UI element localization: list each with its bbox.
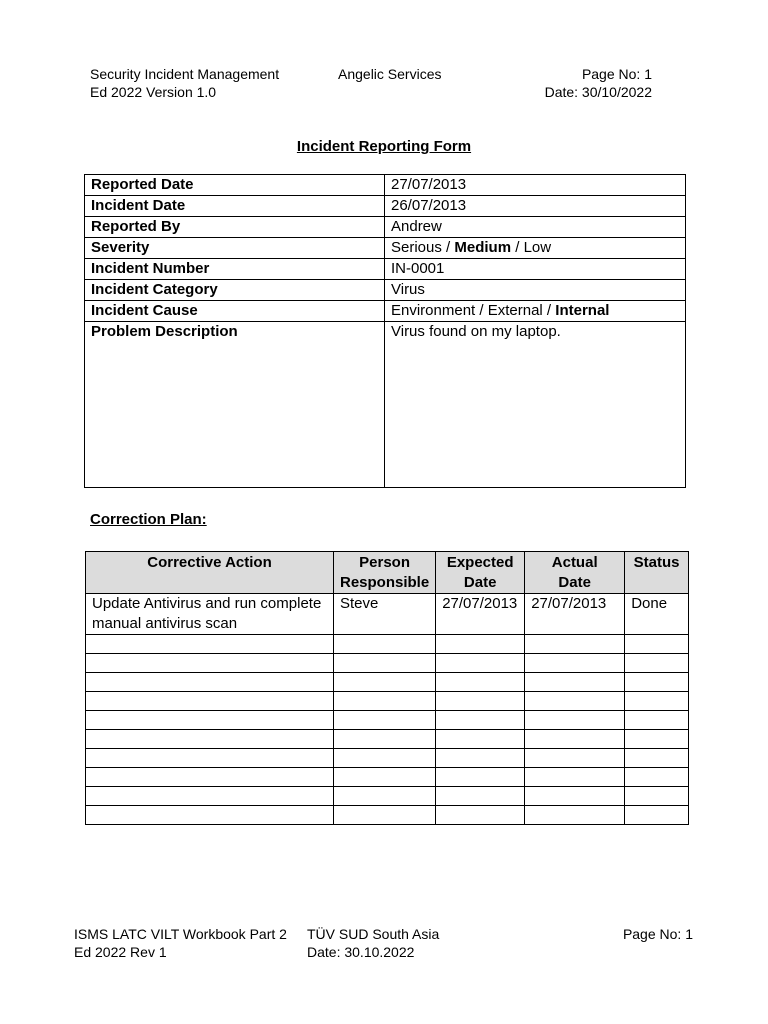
table-row	[86, 654, 689, 673]
table-row	[86, 692, 689, 711]
empty-cell	[86, 806, 334, 825]
empty-cell	[625, 654, 689, 673]
empty-cell	[625, 692, 689, 711]
header-left	[90, 65, 279, 101]
col-header-person-line1: Person	[359, 554, 411, 571]
empty-cell	[334, 635, 436, 654]
empty-cell	[86, 692, 334, 711]
reported-date-label: Reported Date	[85, 175, 385, 196]
form-title: Incident Reporting Form	[296, 138, 472, 155]
empty-cell	[525, 787, 625, 806]
incident-details-table	[84, 174, 686, 488]
empty-cell	[436, 692, 525, 711]
col-header-actual-line2: Date	[558, 574, 591, 591]
empty-cell	[86, 711, 334, 730]
col-header-actual-date	[525, 552, 625, 594]
details-row	[85, 217, 686, 238]
correction-plan-heading: Correction Plan:	[90, 511, 207, 528]
empty-cell	[436, 806, 525, 825]
problem-description-value: Virus found on my laptop.	[385, 322, 686, 488]
empty-cell	[625, 673, 689, 692]
header-right	[545, 65, 652, 101]
details-row	[85, 175, 686, 196]
table-row	[86, 594, 689, 635]
empty-cell	[436, 787, 525, 806]
incident-date-value: 26/07/2013	[385, 196, 686, 217]
empty-cell	[436, 673, 525, 692]
person-cell: Steve	[334, 594, 436, 635]
action-cell: Update Antivirus and run complete manual antivirus scan	[86, 594, 334, 635]
empty-cell	[625, 749, 689, 768]
empty-cell	[334, 711, 436, 730]
empty-cell	[525, 768, 625, 787]
footer-middle	[307, 925, 439, 961]
empty-cell	[334, 768, 436, 787]
empty-cell	[436, 749, 525, 768]
details-row	[85, 259, 686, 280]
details-row	[85, 301, 686, 322]
incident-category-label: Incident Category	[85, 280, 385, 301]
empty-cell	[334, 654, 436, 673]
reported-date-value: 27/07/2013	[385, 175, 686, 196]
reported-by-value: Andrew	[385, 217, 686, 238]
empty-cell	[436, 635, 525, 654]
cause-option-environment: Environment	[391, 302, 476, 319]
col-header-expected-date	[436, 552, 525, 594]
table-row	[86, 749, 689, 768]
footer-date: Date: 30.10.2022	[307, 944, 415, 960]
details-row	[85, 322, 686, 488]
header-date: Date: 30/10/2022	[544, 84, 652, 100]
severity-option-medium-selected: Medium	[454, 239, 512, 256]
empty-cell	[334, 749, 436, 768]
table-row	[86, 806, 689, 825]
severity-label: Severity	[85, 238, 385, 259]
empty-cell	[525, 806, 625, 825]
header-edition: Ed 2022 Version 1.0	[90, 84, 217, 100]
plan-header-row	[86, 552, 689, 594]
empty-cell	[334, 806, 436, 825]
col-header-corrective-action: Corrective Action	[86, 552, 334, 594]
correction-plan-table	[85, 551, 689, 825]
table-row	[86, 635, 689, 654]
severity-option-serious: Serious	[391, 239, 442, 256]
empty-cell	[625, 711, 689, 730]
cause-option-external: External	[487, 302, 543, 319]
incident-number-label: Incident Number	[85, 259, 385, 280]
col-header-actual-line1: Actual	[551, 554, 598, 571]
empty-cell	[86, 749, 334, 768]
empty-cell	[436, 711, 525, 730]
details-row	[85, 238, 686, 259]
empty-cell	[625, 730, 689, 749]
table-row	[86, 768, 689, 787]
empty-cell	[625, 768, 689, 787]
empty-cell	[86, 768, 334, 787]
empty-cell	[86, 730, 334, 749]
details-row	[85, 196, 686, 217]
empty-cell	[625, 787, 689, 806]
incident-date-label: Incident Date	[85, 196, 385, 217]
empty-cell	[334, 730, 436, 749]
incident-cause-value: Environment / External / Internal	[385, 301, 686, 322]
status-cell: Done	[625, 594, 689, 635]
problem-description-label: Problem Description	[85, 322, 385, 488]
footer-workbook: ISMS LATC VILT Workbook Part 2	[74, 926, 287, 942]
header-document-title: Security Incident Management	[90, 66, 280, 82]
empty-cell	[525, 692, 625, 711]
footer-page-number: Page No: 1	[622, 926, 693, 942]
col-header-expected-line2: Date	[463, 574, 497, 591]
empty-cell	[86, 654, 334, 673]
severity-value: Serious / Medium / Low	[385, 238, 686, 259]
empty-cell	[436, 654, 525, 673]
empty-cell	[525, 749, 625, 768]
details-row	[85, 280, 686, 301]
empty-cell	[625, 806, 689, 825]
header-company: Angelic Services	[338, 66, 442, 82]
empty-cell	[625, 635, 689, 654]
table-row	[86, 730, 689, 749]
footer-edition: Ed 2022 Rev 1	[74, 944, 167, 960]
incident-number-value: IN-0001	[385, 259, 686, 280]
actual-date-cell: 27/07/2013	[525, 594, 625, 635]
empty-cell	[86, 787, 334, 806]
empty-cell	[436, 730, 525, 749]
empty-cell	[525, 711, 625, 730]
empty-cell	[334, 787, 436, 806]
empty-cell	[334, 692, 436, 711]
table-row	[86, 673, 689, 692]
footer-left	[74, 925, 287, 961]
table-row	[86, 787, 689, 806]
empty-cell	[334, 673, 436, 692]
empty-cell	[525, 673, 625, 692]
empty-cell	[436, 768, 525, 787]
empty-cell	[525, 635, 625, 654]
table-row	[86, 711, 689, 730]
header-page-number: Page No: 1	[581, 66, 652, 82]
expected-date-cell: 27/07/2013	[436, 594, 525, 635]
col-header-person-line2: Responsible	[340, 574, 430, 591]
empty-cell	[525, 654, 625, 673]
incident-cause-label: Incident Cause	[85, 301, 385, 322]
footer-organization: TÜV SUD South Asia	[307, 926, 440, 942]
col-header-expected-line1: Expected	[446, 554, 514, 571]
severity-option-low: Low	[523, 239, 552, 256]
empty-cell	[86, 673, 334, 692]
col-header-person-responsible	[334, 552, 436, 594]
empty-cell	[525, 730, 625, 749]
cause-option-internal-selected: Internal	[555, 302, 610, 319]
incident-category-value: Virus	[385, 280, 686, 301]
col-header-status: Status	[625, 552, 689, 594]
empty-cell	[86, 635, 334, 654]
reported-by-label: Reported By	[85, 217, 385, 238]
